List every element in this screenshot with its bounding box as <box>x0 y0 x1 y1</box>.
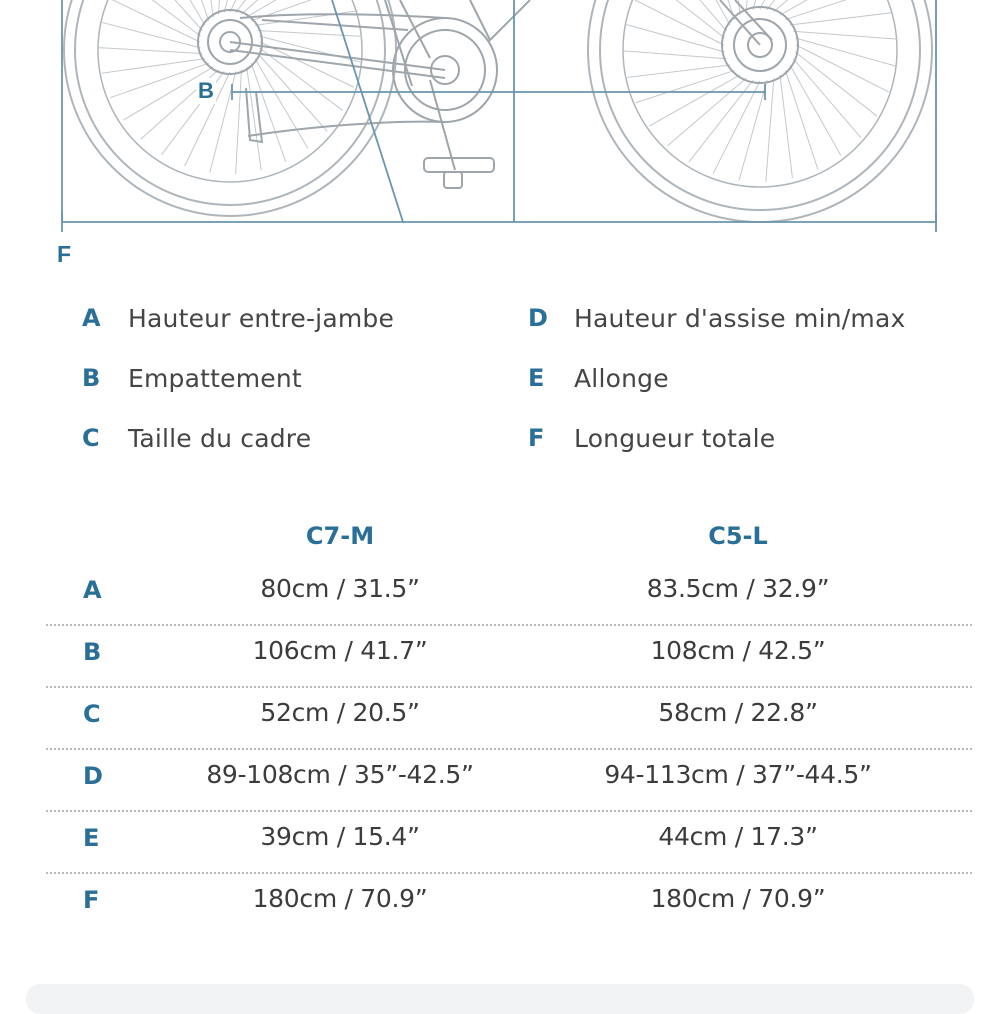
table-row <box>46 626 972 688</box>
legend-text: Taille du cadre <box>128 423 312 453</box>
legend-item-c <box>82 418 311 458</box>
wheel-spoke <box>793 31 897 39</box>
wheel-spoke <box>659 0 727 31</box>
row-letter: E <box>83 824 100 852</box>
wheel-spoke <box>117 0 200 36</box>
wheel-spoke <box>780 0 871 15</box>
legend-text: Allonge <box>574 363 669 393</box>
wheel-spoke <box>241 0 319 14</box>
table-row <box>46 874 972 934</box>
legend-letter: C <box>82 424 100 452</box>
legend-letter: B <box>82 364 101 392</box>
table-row <box>46 688 972 750</box>
wheel-spoke <box>251 63 285 161</box>
legend-item-d <box>528 298 905 338</box>
row-letter: B <box>83 638 102 666</box>
legend-item-f <box>528 418 775 458</box>
legend-letter: A <box>82 304 101 332</box>
wheel-spoke <box>623 51 727 59</box>
diagram-label-b: B <box>198 78 214 103</box>
legend-text: Hauteur d'assise min/max <box>574 303 906 333</box>
legend-item-e <box>528 358 669 398</box>
legend-text: Empattement <box>128 363 302 393</box>
wheel-spoke <box>790 13 893 25</box>
cell-c7m: 52cm / 20.5” <box>260 698 420 727</box>
wheel-spoke <box>98 48 202 54</box>
table-row <box>46 812 972 874</box>
wheel-spoke <box>790 65 841 156</box>
wheel-spoke <box>796 45 889 92</box>
cell-c7m: 180cm / 70.9” <box>252 884 428 913</box>
cell-c5l: 44cm / 17.3” <box>658 822 818 851</box>
legend-letter: F <box>528 424 545 452</box>
legend-item-b <box>82 358 302 398</box>
wheel-spoke <box>766 78 774 182</box>
wheel-spoke <box>649 75 740 126</box>
wheel-spoke <box>102 59 205 74</box>
wheel-spoke <box>780 75 792 178</box>
legend-item-a <box>82 298 394 338</box>
size-spec-table <box>46 516 972 934</box>
column-header-c5l: C5-L <box>708 522 768 550</box>
wheel-spoke <box>258 31 362 37</box>
cell-c5l: 108cm / 42.5” <box>650 636 826 665</box>
wheel-spoke <box>627 65 730 77</box>
cell-c5l: 58cm / 22.8” <box>658 698 818 727</box>
cell-c7m: 80cm / 31.5” <box>260 574 420 603</box>
cell-c5l: 83.5cm / 32.9” <box>646 574 830 603</box>
cell-c7m: 89-108cm / 35”-42.5” <box>206 760 474 789</box>
cell-c7m: 39cm / 15.4” <box>260 822 420 851</box>
wheel-spoke <box>199 0 214 17</box>
bike-geometry-diagram <box>0 0 1000 240</box>
wheel-spoke <box>713 81 760 174</box>
legend-text: Hauteur entre-jambe <box>128 303 395 333</box>
diagram-label-f: F <box>57 241 72 267</box>
wheel-spoke <box>631 0 724 45</box>
table-header <box>46 516 972 564</box>
cell-c5l: 94-113cm / 37”-44.5” <box>604 760 872 789</box>
wheel-spoke <box>255 59 308 149</box>
row-letter: A <box>83 576 102 604</box>
wheel-spoke <box>259 48 342 111</box>
row-letter: C <box>83 700 101 728</box>
row-letter: F <box>83 886 100 914</box>
wheel-spoke <box>236 70 242 174</box>
column-header-c7m: C7-M <box>305 522 375 550</box>
bottom-panel <box>26 984 974 1014</box>
wheel-spoke <box>795 52 877 116</box>
wheel-spoke <box>785 0 884 20</box>
cell-c7m: 106cm / 41.7” <box>252 636 428 665</box>
table-row <box>46 564 972 626</box>
cell-c5l: 180cm / 70.9” <box>650 884 826 913</box>
legend-letter: E <box>528 364 545 392</box>
row-letter: D <box>83 762 103 790</box>
table-row <box>46 750 972 812</box>
wheel-spoke <box>110 63 208 97</box>
legend-text: Longueur totale <box>574 423 776 453</box>
measurement-legend <box>0 288 1000 478</box>
seat-tube-axis <box>332 0 403 222</box>
legend-letter: D <box>528 304 548 332</box>
